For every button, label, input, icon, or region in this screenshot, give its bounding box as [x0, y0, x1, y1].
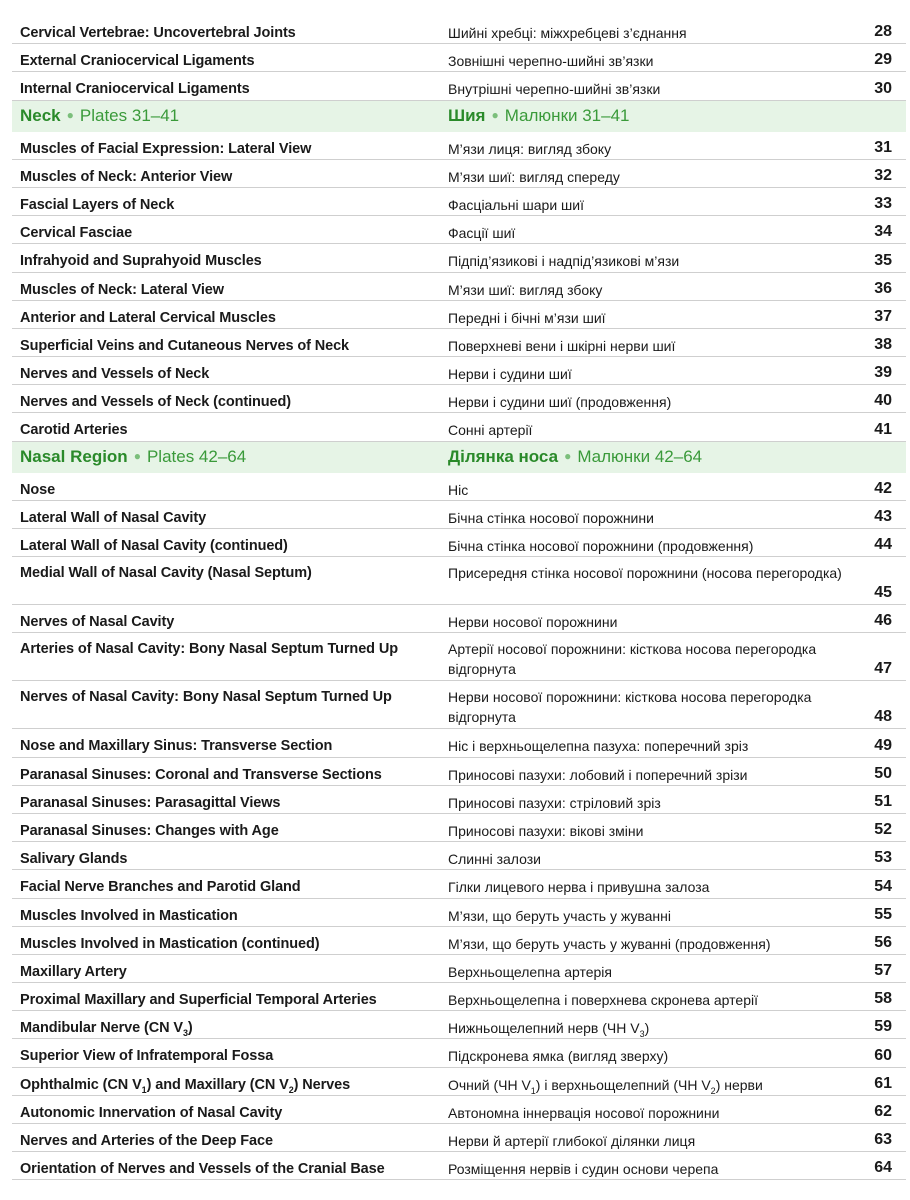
- entry-title-en: Nose and Maxillary Sinus: Transverse Section: [20, 738, 333, 755]
- plate-number: 61: [874, 1074, 892, 1092]
- entry-title-ua: Розміщення нервів і судин основи черепа: [448, 1161, 719, 1178]
- entry-title-ua: Нерви й артерії глибокої ділянки лиця: [448, 1133, 696, 1149]
- toc-entry[interactable]: [12, 529, 906, 557]
- plate-number: 62: [874, 1103, 892, 1120]
- entry-title-ua: Внутрішні черепно-шийні зв’язки: [448, 81, 661, 98]
- section-plates: Plates 31–41: [79, 105, 180, 125]
- toc-entry[interactable]: [12, 1039, 906, 1067]
- toc-entry[interactable]: [12, 786, 906, 814]
- bullet-icon: ●: [491, 107, 499, 122]
- plate-number: 44: [874, 536, 892, 554]
- entry-title-ua: Гілки лицевого нерва і привушна залоза: [448, 879, 710, 896]
- toc-entry[interactable]: [12, 188, 906, 216]
- entry-title-ua: Шийні хребці: міжхребцеві з’єднання: [448, 25, 687, 41]
- entry-title-en: Paranasal Sinuses: Changes with Age: [20, 822, 279, 839]
- toc-entry[interactable]: [12, 633, 906, 681]
- entry-title-ua: Зовнішні черепно-шийні зв’язки: [448, 53, 654, 70]
- section-title-ua: [448, 106, 630, 126]
- plate-number: 31: [874, 138, 892, 156]
- entry-title-ua: Артерії носової порожнини: кісткова носова перегородка відгорнута: [448, 641, 817, 678]
- entry-title-ua: Підскронева ямка (вигляд зверху): [448, 1048, 669, 1065]
- section-header: [12, 442, 906, 473]
- section-title-en: [20, 447, 246, 467]
- section-name: Шия: [448, 105, 486, 125]
- toc-entry[interactable]: [12, 244, 906, 272]
- plate-number: 51: [874, 792, 892, 810]
- plate-number: 37: [874, 307, 892, 325]
- entry-title-en: Muscles Involved in Mastication (continued): [20, 935, 320, 952]
- toc-entry[interactable]: [12, 983, 906, 1011]
- entry-title-en: Paranasal Sinuses: Parasagittal Views: [20, 794, 281, 811]
- plate-number: 59: [874, 1018, 892, 1036]
- plate-number: 43: [874, 508, 892, 525]
- toc-entry[interactable]: [12, 501, 906, 529]
- entry-title-ua: Нерви носової порожнини: кісткова носова перегородка відгорнута: [448, 689, 812, 726]
- entry-title-ua: Присередня стінка носової порожнини (носова перегородка): [448, 565, 842, 582]
- entry-title-en: Anterior and Lateral Cervical Muscles: [20, 309, 276, 326]
- toc-entry[interactable]: [12, 1068, 906, 1096]
- entry-title-en: Medial Wall of Nasal Cavity (Nasal Septum): [20, 565, 312, 582]
- plate-number: 46: [874, 612, 892, 630]
- entry-title-ua: Очний (ЧН $V_1$) і верхньощелепний (ЧН $V_2$) нерви: [448, 1076, 763, 1096]
- toc-entry[interactable]: [12, 681, 906, 729]
- entry-title-en: Arteries of Nasal Cavity: Bony Nasal Septum Turned Up: [20, 641, 398, 658]
- entry-title-en: Nose: [20, 481, 56, 498]
- entry-title-ua: Слинні залози: [448, 851, 541, 868]
- plate-number: 52: [874, 821, 892, 839]
- plate-number: 57: [874, 962, 892, 980]
- entry-title-ua: Верхньощелепна артерія: [448, 963, 612, 980]
- entry-title-en: Nerves and Vessels of Neck: [20, 366, 210, 383]
- section-name: Nasal Region: [20, 446, 128, 466]
- toc-entry[interactable]: [12, 273, 906, 301]
- entry-title-ua: Фасції шиї: [448, 225, 516, 242]
- toc-entry[interactable]: [12, 1011, 906, 1039]
- section-header: [12, 101, 906, 132]
- plate-number: 58: [874, 990, 892, 1008]
- entry-title-en: Cervical Vertebrae: Uncovertebral Joints: [20, 25, 296, 41]
- plate-number: 35: [874, 251, 892, 269]
- toc-entry[interactable]: [12, 132, 906, 160]
- plate-number: 60: [874, 1046, 892, 1064]
- entry-title-en: Autonomic Innervation of Nasal Cavity: [20, 1104, 283, 1121]
- entry-title-en: Fascial Layers of Neck: [20, 196, 175, 213]
- entry-title-en: Ophthalmic (CN $V_1$) and Maxillary (CN $V_2$) Nerves: [20, 1076, 351, 1095]
- toc-entry[interactable]: [12, 301, 906, 329]
- plate-number: 47: [874, 660, 892, 678]
- toc-entry[interactable]: [12, 870, 906, 898]
- entry-title-ua: Приносові пазухи: лобовий і поперечний зрізи: [448, 766, 748, 783]
- bullet-icon: ●: [133, 448, 141, 463]
- plate-number: 40: [874, 392, 892, 410]
- toc-entry[interactable]: [12, 216, 906, 244]
- entry-title-en: Nerves and Vessels of Neck (continued): [20, 394, 291, 411]
- section-plates: Малюнки 42–64: [577, 446, 703, 466]
- toc-entry[interactable]: [12, 927, 906, 955]
- section-name: Ділянка носа: [448, 446, 559, 466]
- entry-title-en: Proximal Maxillary and Superficial Temporal Arteries: [20, 992, 377, 1009]
- entry-title-ua: Нерви і судини шиї: [448, 366, 572, 383]
- toc-entry[interactable]: [12, 729, 906, 757]
- entry-title-ua: Поверхневі вени і шкірні нерви шиї: [448, 337, 676, 354]
- plate-number: 36: [874, 279, 892, 297]
- plate-number: 54: [874, 877, 892, 895]
- plate-number: 39: [874, 364, 892, 382]
- entry-title-ua: М’язи, що беруть участь у жуванні: [448, 907, 672, 924]
- entry-title-ua: М’язи, що беруть участь у жуванні (продовження): [448, 935, 771, 952]
- plate-number: 55: [874, 905, 892, 923]
- entry-title-ua: М’язи шиї: вигляд спереду: [448, 168, 620, 185]
- entry-title-ua: Автономна іннервація носової порожнини: [448, 1104, 720, 1121]
- entry-title-en: Mandibular Nerve (CN $V_3$): [20, 1020, 193, 1039]
- toc-entry[interactable]: [12, 1124, 906, 1152]
- section-title-ua: [448, 447, 702, 467]
- table-of-contents: [12, 16, 906, 1180]
- entry-title-en: Nerves of Nasal Cavity: Bony Nasal Septum Turned Up: [20, 689, 392, 706]
- entry-title-en: Carotid Arteries: [20, 422, 128, 439]
- plate-number: 28: [874, 23, 892, 41]
- entry-title-en: Lateral Wall of Nasal Cavity (continued): [20, 538, 288, 554]
- entry-title-ua: М’язи лиця: вигляд збоку: [448, 140, 612, 157]
- plate-number: 50: [874, 764, 892, 782]
- section-plates: Малюнки 31–41: [504, 105, 630, 125]
- entry-title-ua: Підпід’язикові і надпід’язикові м’язи: [448, 253, 680, 270]
- entry-title-en: Muscles of Neck: Lateral View: [20, 281, 224, 298]
- entry-title-en: Maxillary Artery: [20, 963, 127, 980]
- entry-title-en: Paranasal Sinuses: Coronal and Transverse Sections: [20, 766, 382, 783]
- toc-entry[interactable]: [12, 1152, 906, 1180]
- entry-title-en: Cervical Fasciae: [20, 225, 133, 242]
- entry-title-ua: Верхньощелепна і поверхнева скронева артерії: [448, 992, 758, 1009]
- entry-title-en: Lateral Wall of Nasal Cavity: [20, 509, 207, 526]
- toc-entry[interactable]: [12, 329, 906, 357]
- entry-title-ua: Приносові пазухи: стріловий зріз: [448, 794, 661, 811]
- section-title-en: [20, 106, 179, 126]
- entry-title-en: External Craniocervical Ligaments: [20, 53, 255, 70]
- plate-number: 41: [874, 420, 892, 438]
- entry-title-ua: Фасціальні шари шиї: [448, 196, 584, 213]
- entry-title-en: Internal Craniocervical Ligaments: [20, 81, 250, 98]
- entry-title-en: Facial Nerve Branches and Parotid Gland: [20, 879, 301, 896]
- section-plates: Plates 42–64: [146, 446, 247, 466]
- bullet-icon: ●: [66, 107, 74, 122]
- plate-number: 42: [874, 479, 892, 497]
- bullet-icon: ●: [564, 448, 572, 463]
- plate-number: 53: [874, 849, 892, 867]
- entry-title-en: Superior View of Infratemporal Fossa: [20, 1048, 274, 1065]
- toc-entry[interactable]: [12, 842, 906, 870]
- section-name: Neck: [20, 105, 61, 125]
- toc-entry[interactable]: [12, 160, 906, 188]
- toc-entry[interactable]: [12, 899, 906, 927]
- entry-title-ua: М’язи шиї: вигляд збоку: [448, 281, 603, 298]
- plate-number: 38: [874, 336, 892, 354]
- plate-number: 45: [874, 584, 892, 602]
- entry-title-en: Muscles of Facial Expression: Lateral View: [20, 140, 312, 157]
- plate-number: 56: [874, 933, 892, 951]
- toc-entry[interactable]: [12, 16, 906, 44]
- entry-title-en: Nerves and Arteries of the Deep Face: [20, 1133, 273, 1149]
- plate-number: 29: [874, 51, 892, 69]
- plate-number: 32: [874, 166, 892, 184]
- entry-title-en: Nerves of Nasal Cavity: [20, 614, 175, 631]
- entry-title-en: Orientation of Nerves and Vessels of the Cranial Base: [20, 1161, 385, 1178]
- toc-entry[interactable]: [12, 72, 906, 100]
- plate-number: 48: [874, 708, 892, 726]
- toc-entry[interactable]: [12, 814, 906, 842]
- plate-number: 49: [874, 736, 892, 754]
- toc-entry[interactable]: [12, 1096, 906, 1124]
- entry-title-ua: Бічна стінка носової порожнини (продовження): [448, 538, 754, 554]
- entry-title-ua: Приносові пазухи: вікові зміни: [448, 822, 644, 839]
- toc-entry[interactable]: [12, 385, 906, 413]
- toc-entry[interactable]: [12, 557, 906, 605]
- entry-title-ua: Нижньощелепний нерв (ЧН $V_3$): [448, 1020, 650, 1040]
- entry-title-ua: Передні і бічні м’язи шиї: [448, 309, 606, 326]
- plate-number: 63: [874, 1131, 892, 1149]
- entry-title-en: Infrahyoid and Suprahyoid Muscles: [20, 253, 262, 270]
- entry-title-ua: Бічна стінка носової порожнини: [448, 509, 654, 526]
- entry-title-en: Salivary Glands: [20, 851, 128, 868]
- plate-number: 33: [874, 195, 892, 213]
- toc-entry[interactable]: [12, 473, 906, 501]
- toc-entry[interactable]: [12, 413, 906, 441]
- entry-title-ua: Нерви і судини шиї (продовження): [448, 394, 672, 411]
- entry-title-en: Muscles of Neck: Anterior View: [20, 168, 233, 185]
- toc-entry[interactable]: [12, 605, 906, 633]
- entry-title-ua: Нерви носової порожнини: [448, 614, 618, 631]
- toc-entry[interactable]: [12, 758, 906, 786]
- toc-entry[interactable]: [12, 357, 906, 385]
- plate-number: 30: [874, 79, 892, 97]
- toc-entry[interactable]: [12, 44, 906, 72]
- plate-number: 64: [874, 1159, 892, 1177]
- plate-number: 34: [874, 223, 892, 241]
- entry-title-en: Superficial Veins and Cutaneous Nerves of Neck: [20, 337, 350, 354]
- entry-title-ua: Сонні артерії: [448, 422, 533, 439]
- entry-title-ua: Ніс: [448, 481, 469, 498]
- entry-title-en: Muscles Involved in Mastication: [20, 907, 238, 924]
- entry-title-ua: Ніс і верхньощелепна пазуха: поперечний зріз: [448, 738, 749, 755]
- toc-entry[interactable]: [12, 955, 906, 983]
